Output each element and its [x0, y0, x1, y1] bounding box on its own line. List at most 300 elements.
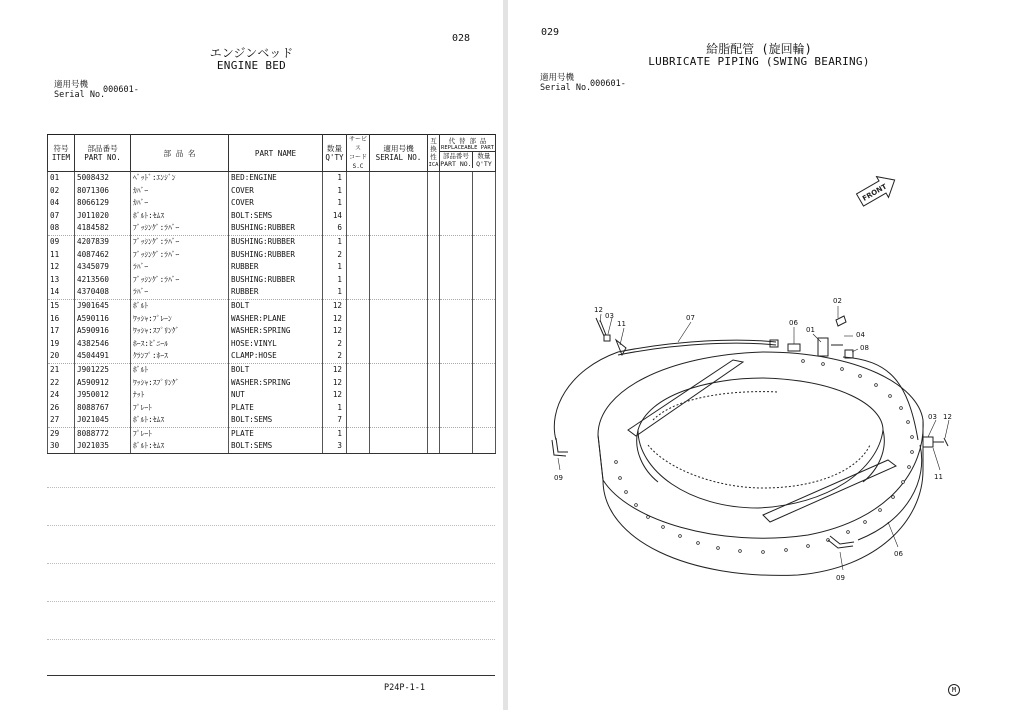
repl-qty-cell [473, 299, 496, 312]
col-item: 符号 ITEM [48, 135, 75, 172]
callout-09-bottom: 09 [836, 574, 845, 582]
table-row [48, 389, 496, 402]
page-title-jp: 給脂配管 (旋回輪) [706, 42, 812, 56]
name-jp-cell: ﾎｰｽ:ﾋﾞﾆｰﾙ [131, 338, 229, 351]
item-cell: 14 [48, 286, 75, 299]
name-jp-cell: ﾌﾞｯｼﾝｸﾞ:ﾗﾊﾞｰ [131, 222, 229, 235]
ica-cell [428, 185, 440, 198]
repl-part-cell [440, 402, 473, 415]
qty-cell: 2 [323, 338, 347, 351]
table-row [48, 427, 496, 440]
serial-cell [370, 363, 428, 376]
service-cell [347, 389, 370, 402]
part-name-cell: WASHER:SPRING [229, 377, 323, 390]
part-no-cell: J011020 [75, 210, 131, 223]
item-cell: 09 [48, 235, 75, 248]
ica-cell [428, 338, 440, 351]
name-jp-cell: ﾗﾊﾞｰ [131, 286, 229, 299]
ica-cell [428, 274, 440, 287]
qty-cell: 12 [323, 377, 347, 390]
qty-cell: 1 [323, 185, 347, 198]
part-no-cell: 4382546 [75, 338, 131, 351]
service-cell [347, 299, 370, 312]
part-no-cell: J901645 [75, 299, 131, 312]
divider [47, 487, 495, 488]
part-name-cell: COVER [229, 197, 323, 210]
col-ica: 互換性 ICA [428, 135, 440, 172]
part-name-cell: BOLT:SEMS [229, 440, 323, 453]
table-row [48, 299, 496, 312]
callout-11-right: 11 [934, 473, 943, 481]
item-cell: 15 [48, 299, 75, 312]
name-jp-cell: ﾜｯｼｬ:ﾌﾟﾚｰﾝ [131, 313, 229, 326]
qty-cell: 1 [323, 261, 347, 274]
item-cell: 30 [48, 440, 75, 453]
service-cell [347, 197, 370, 210]
part-no-cell: 8066129 [75, 197, 131, 210]
repl-part-cell [440, 377, 473, 390]
qty-cell: 12 [323, 389, 347, 402]
serial-value: 000601- [103, 85, 139, 95]
qty-cell: 1 [323, 274, 347, 287]
serial-cell [370, 299, 428, 312]
part-name-cell: BOLT [229, 299, 323, 312]
serial-label [54, 80, 105, 100]
qty-cell: 2 [323, 249, 347, 262]
callout-12: 12 [594, 306, 603, 314]
qty-cell: 1 [323, 402, 347, 415]
repl-part-cell [440, 235, 473, 248]
ica-cell [428, 350, 440, 363]
part-name-cell: NUT [229, 389, 323, 402]
col-qty: 数量 Q'TY [323, 135, 347, 172]
ica-cell [428, 363, 440, 376]
service-cell [347, 427, 370, 440]
service-cell [347, 185, 370, 198]
left-page [0, 0, 503, 710]
serial-cell [370, 172, 428, 185]
serial-cell [370, 350, 428, 363]
repl-qty-cell [473, 172, 496, 185]
name-jp-cell: ﾎﾞﾙﾄ [131, 363, 229, 376]
serial-cell [370, 210, 428, 223]
repl-qty-cell [473, 350, 496, 363]
ica-cell [428, 222, 440, 235]
divider [47, 601, 495, 602]
swing-bearing-diagram [508, 0, 1010, 710]
part-no-cell: 4370408 [75, 286, 131, 299]
table-row [48, 363, 496, 376]
item-cell: 08 [48, 222, 75, 235]
callout-09: 09 [554, 474, 563, 482]
item-cell: 17 [48, 325, 75, 338]
ica-cell [428, 249, 440, 262]
serial-cell [370, 261, 428, 274]
name-jp-cell: ﾎﾞﾙﾄ:ｾﾑｽ [131, 440, 229, 453]
item-cell: 11 [48, 249, 75, 262]
col-replaceable: 代 替 部 品 REPLACEABLE PART 部品番号 PART NO. 数量 Q'TY [440, 135, 496, 172]
name-jp-cell: ﾅｯﾄ [131, 389, 229, 402]
page-number: 029 [541, 27, 560, 38]
repl-qty-cell [473, 338, 496, 351]
plate-upper [628, 360, 743, 436]
repl-qty-cell [473, 222, 496, 235]
repl-part-cell [440, 286, 473, 299]
bearing-outer-ring [598, 352, 923, 538]
ica-cell [428, 313, 440, 326]
repl-part-cell [440, 261, 473, 274]
qty-cell: 1 [323, 172, 347, 185]
service-cell [347, 235, 370, 248]
part-name-cell: COVER [229, 185, 323, 198]
fitting-12-left [596, 318, 606, 336]
item-cell: 12 [48, 261, 75, 274]
serial-cell [370, 249, 428, 262]
repl-qty-cell [473, 249, 496, 262]
repl-qty-cell [473, 235, 496, 248]
hose-07 [554, 352, 618, 440]
part-name-cell: HOSE:VINYL [229, 338, 323, 351]
front-arrow-icon [854, 170, 901, 211]
ica-cell [428, 299, 440, 312]
ica-cell [428, 414, 440, 427]
qty-cell: 12 [323, 299, 347, 312]
qty-cell: 1 [323, 197, 347, 210]
table-row [48, 440, 496, 453]
table-row [48, 338, 496, 351]
table-row [48, 402, 496, 415]
table-header-row [48, 135, 496, 172]
item-cell: 29 [48, 427, 75, 440]
serial-cell [370, 222, 428, 235]
item-cell: 02 [48, 185, 75, 198]
name-jp-cell: ﾌﾞｯｼﾝｸﾞ:ﾗﾊﾞｰ [131, 249, 229, 262]
repl-qty-cell [473, 313, 496, 326]
part-name-cell: BUSHING:RUBBER [229, 235, 323, 248]
part-no-cell: J901225 [75, 363, 131, 376]
item-cell: 21 [48, 363, 75, 376]
table-row [48, 325, 496, 338]
repl-qty-cell [473, 414, 496, 427]
part-no-cell: 8071306 [75, 185, 131, 198]
repl-qty-cell [473, 197, 496, 210]
hose-06 [843, 357, 918, 440]
name-jp-cell: ｶﾊﾞｰ [131, 197, 229, 210]
table-row [48, 222, 496, 235]
repl-qty-cell [473, 325, 496, 338]
item-cell: 20 [48, 350, 75, 363]
table-row [48, 197, 496, 210]
part-name-cell: BUSHING:RUBBER [229, 274, 323, 287]
name-jp-cell: ﾌﾟﾚｰﾄ [131, 402, 229, 415]
part-name-cell: CLAMP:HOSE [229, 350, 323, 363]
name-jp-cell: ﾜｯｼｬ:ｽﾌﾟﾘﾝｸﾞ [131, 377, 229, 390]
item-cell: 24 [48, 389, 75, 402]
service-cell [347, 440, 370, 453]
serial-cell [370, 313, 428, 326]
part-name-cell: BED:ENGINE [229, 172, 323, 185]
part-no-cell: 4504491 [75, 350, 131, 363]
repl-qty-cell [473, 363, 496, 376]
qty-cell: 12 [323, 313, 347, 326]
ica-cell [428, 210, 440, 223]
service-cell [347, 377, 370, 390]
part-name-cell: WASHER:PLANE [229, 313, 323, 326]
table-bottom-rule [47, 675, 495, 676]
serial-cell [370, 286, 428, 299]
repl-qty-cell [473, 286, 496, 299]
service-cell [347, 172, 370, 185]
repl-part-cell [440, 274, 473, 287]
serial-label-jp: 適用号機 [54, 80, 89, 90]
repl-qty-cell [473, 261, 496, 274]
page-title-en: ENGINE BED [216, 59, 287, 72]
service-cell [347, 402, 370, 415]
qty-cell: 12 [323, 325, 347, 338]
service-cell [347, 210, 370, 223]
table-row [48, 274, 496, 287]
serial-label-en: Serial No. [54, 90, 106, 100]
qty-cell: 12 [323, 363, 347, 376]
service-cell [347, 363, 370, 376]
repl-part-cell [440, 172, 473, 185]
callout-08: 08 [860, 344, 869, 352]
fitting-02 [836, 316, 846, 326]
repl-part-cell [440, 249, 473, 262]
item-cell: 16 [48, 313, 75, 326]
service-cell [347, 414, 370, 427]
table-row [48, 286, 496, 299]
qty-cell: 1 [323, 235, 347, 248]
table-row [48, 185, 496, 198]
item-cell: 27 [48, 414, 75, 427]
callout-06-right: 06 [894, 550, 903, 558]
ica-cell [428, 377, 440, 390]
part-no-cell: A590916 [75, 325, 131, 338]
name-jp-cell: ﾎﾞﾙﾄ:ｾﾑｽ [131, 210, 229, 223]
divider [47, 639, 495, 640]
item-cell: 22 [48, 377, 75, 390]
divider [47, 563, 495, 564]
table-row [48, 350, 496, 363]
col-part-name: PART NAME [229, 135, 323, 172]
part-name-cell: BUSHING:RUBBER [229, 249, 323, 262]
part-name-cell: PLATE [229, 427, 323, 440]
part-no-cell: 8088772 [75, 427, 131, 440]
repl-part-cell [440, 427, 473, 440]
part-no-cell: J021045 [75, 414, 131, 427]
col-name-jp: 部 品 名 [131, 135, 229, 172]
front-label: FRONT [861, 182, 889, 203]
serial-value: 000601- [590, 79, 626, 89]
callout-06: 06 [789, 319, 798, 327]
serial-cell [370, 235, 428, 248]
serial-cell [370, 325, 428, 338]
callout-03: 03 [605, 312, 614, 320]
service-cell [347, 338, 370, 351]
ica-cell [428, 325, 440, 338]
item-cell: 26 [48, 402, 75, 415]
part-name-cell: BOLT:SEMS [229, 414, 323, 427]
name-jp-cell: ﾜｯｼｬ:ｽﾌﾟﾘﾝｸﾞ [131, 325, 229, 338]
name-jp-cell: ﾎﾞﾙﾄ:ｾﾑｽ [131, 414, 229, 427]
part-no-cell: 4184582 [75, 222, 131, 235]
service-cell [347, 325, 370, 338]
service-cell [347, 261, 370, 274]
qty-cell: 2 [323, 350, 347, 363]
item-cell: 13 [48, 274, 75, 287]
repl-qty-cell [473, 210, 496, 223]
part-name-cell: BOLT [229, 363, 323, 376]
ica-cell [428, 402, 440, 415]
part-no-cell: A590912 [75, 377, 131, 390]
item-cell: 04 [48, 197, 75, 210]
serial-cell [370, 185, 428, 198]
serial-cell [370, 274, 428, 287]
repl-part-cell [440, 389, 473, 402]
serial-label-en: Serial No. [540, 83, 592, 93]
service-cell [347, 249, 370, 262]
service-cell [347, 350, 370, 363]
service-cell [347, 313, 370, 326]
service-cell [347, 274, 370, 287]
repl-qty-cell [473, 427, 496, 440]
table-row [48, 249, 496, 262]
serial-cell [370, 440, 428, 453]
part-name-cell: RUBBER [229, 286, 323, 299]
table-row [48, 235, 496, 248]
callout-11: 11 [617, 320, 626, 328]
repl-part-cell [440, 197, 473, 210]
ica-cell [428, 440, 440, 453]
name-jp-cell: ﾎﾞﾙﾄ [131, 299, 229, 312]
repl-part-cell [440, 363, 473, 376]
ica-cell [428, 197, 440, 210]
name-jp-cell: ｸﾗﾝﾌﾟ:ﾎｰｽ [131, 350, 229, 363]
repl-part-cell [440, 414, 473, 427]
ica-cell [428, 235, 440, 248]
qty-cell: 1 [323, 427, 347, 440]
bearing-outer-ring-bottom [603, 470, 923, 575]
service-cell [347, 222, 370, 235]
part-no-cell: A590116 [75, 313, 131, 326]
name-jp-cell: ｶﾊﾞｰ [131, 185, 229, 198]
fitting-right [923, 437, 933, 447]
part-name-cell: BUSHING:RUBBER [229, 222, 323, 235]
qty-cell: 14 [323, 210, 347, 223]
item-cell: 07 [48, 210, 75, 223]
parts-table [47, 134, 496, 454]
repl-qty-cell [473, 389, 496, 402]
table-row [48, 414, 496, 427]
callout-01: 01 [806, 326, 815, 334]
part-no-cell: 4087462 [75, 249, 131, 262]
page-title-jp: エンジンベッド [209, 46, 294, 60]
table-row [48, 172, 496, 185]
qty-cell: 1 [323, 286, 347, 299]
part-no-cell: 4213560 [75, 274, 131, 287]
name-jp-cell: ﾌﾞｯｼﾝｸﾞ:ﾗﾊﾞｰ [131, 274, 229, 287]
repl-part-cell [440, 185, 473, 198]
serial-label-jp: 適用号機 [540, 73, 575, 83]
repl-qty-cell [473, 274, 496, 287]
col-serial: 適用号機 SERIAL NO. [370, 135, 428, 172]
name-jp-cell: ﾌﾞｯｼﾝｸﾞ:ﾗﾊﾞｰ [131, 235, 229, 248]
divider [47, 525, 495, 526]
ica-cell [428, 261, 440, 274]
name-jp-cell: ﾍﾞｯﾄﾞ:ｴﾝｼﾞﾝ [131, 172, 229, 185]
name-jp-cell: ﾗﾊﾞｰ [131, 261, 229, 274]
callout-07: 07 [686, 314, 695, 322]
repl-part-cell [440, 338, 473, 351]
serial-cell [370, 377, 428, 390]
table-row [48, 261, 496, 274]
repl-qty-cell [473, 440, 496, 453]
serial-cell [370, 197, 428, 210]
serial-cell [370, 414, 428, 427]
part-no-cell: 4207839 [75, 235, 131, 248]
ica-cell [428, 172, 440, 185]
ica-cell [428, 389, 440, 402]
qty-cell: 3 [323, 440, 347, 453]
part-name-cell: RUBBER [229, 261, 323, 274]
ica-cell [428, 427, 440, 440]
table-row [48, 377, 496, 390]
elbow-09-left [552, 440, 566, 456]
repl-part-cell [440, 440, 473, 453]
col-service-code: サービス コード S.C [347, 135, 370, 172]
repl-part-cell [440, 222, 473, 235]
part-no-cell: 8088767 [75, 402, 131, 415]
part-name-cell: WASHER:SPRING [229, 325, 323, 338]
repl-part-cell [440, 325, 473, 338]
part-no-cell: 5008432 [75, 172, 131, 185]
item-cell: 19 [48, 338, 75, 351]
callout-04: 04 [856, 331, 865, 339]
repl-part-cell [440, 350, 473, 363]
page-title-en: LUBRICATE PIPING (SWING BEARING) [648, 55, 870, 68]
item-cell: 01 [48, 172, 75, 185]
footer-code: P24P-1-1 [384, 683, 425, 693]
callout-03-right: 03 [928, 413, 937, 421]
repl-qty-cell [473, 185, 496, 198]
repl-part-cell [440, 299, 473, 312]
serial-cell [370, 389, 428, 402]
name-jp-cell: ﾌﾟﾚｰﾄ [131, 427, 229, 440]
qty-cell: 7 [323, 414, 347, 427]
repl-part-cell [440, 210, 473, 223]
repl-part-cell [440, 313, 473, 326]
table-row [48, 210, 496, 223]
part-no-cell: 4345079 [75, 261, 131, 274]
repl-qty-cell [473, 402, 496, 415]
page-number: 028 [452, 33, 471, 44]
serial-cell [370, 402, 428, 415]
serial-cell [370, 427, 428, 440]
part-no-cell: J950012 [75, 389, 131, 402]
table-row [48, 313, 496, 326]
callout-12-right: 12 [943, 413, 952, 421]
corner-mark-icon: M [948, 684, 960, 696]
repl-qty-cell [473, 377, 496, 390]
service-cell [347, 286, 370, 299]
part-name-cell: PLATE [229, 402, 323, 415]
part-no-cell: J021035 [75, 440, 131, 453]
serial-cell [370, 338, 428, 351]
ica-cell [428, 286, 440, 299]
col-part-no: 部品番号 PART NO. [75, 135, 131, 172]
qty-cell: 6 [323, 222, 347, 235]
